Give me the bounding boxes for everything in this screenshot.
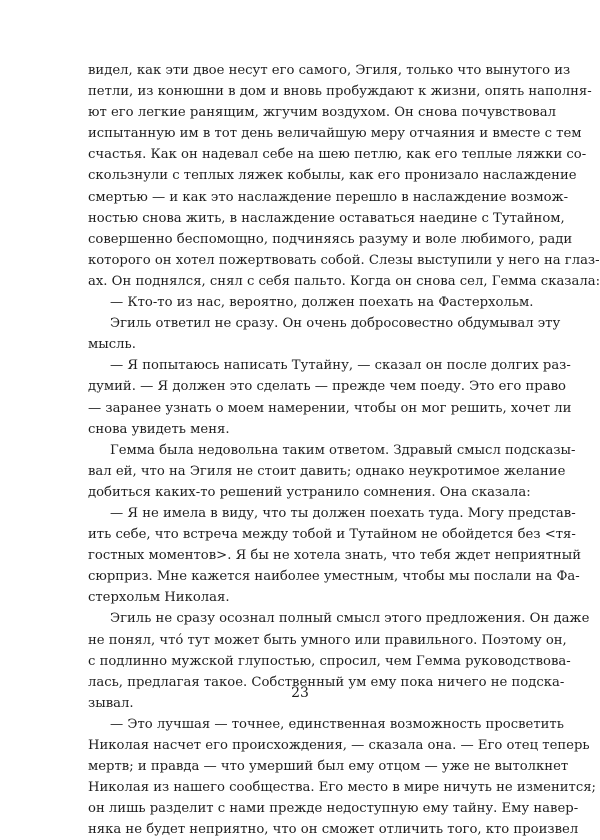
text-line: сюрприз. Мне кажется наиболее уместным, чтобы мы послали на Фа- <box>88 569 580 585</box>
text-line: испытанную им в тот день величайшую меру отчаяния и вместе с тем <box>88 126 582 142</box>
text-line: Николая насчет его происхождения, — сказала она. — Его отец теперь <box>88 738 590 753</box>
text-line: с подлинно мужской глупостью, спросил, чем Гемма руководствова- <box>88 653 571 669</box>
text-line: — Это лучшая — точнее, единственная возможность просветить <box>110 716 564 732</box>
text-line: ить себе, что встреча между тобой и Тутайном не обойдется без <тя- <box>88 527 576 543</box>
text-line: скользнули с теплых ляжек кобылы, как его пронизало наслаждение <box>88 168 577 184</box>
text-line: ностью снова жить, в наслаждение оставаться наедине с Тутайном, <box>88 210 565 226</box>
text-line: мысль. <box>88 337 136 353</box>
text-line: — Я не имела в виду, что ты должен поехать туда. Могу представ- <box>110 505 576 521</box>
text-line: Николая из нашего сообщества. Его место в мире ничуть не изменится; <box>88 780 596 796</box>
text-line: няка не будет неприятно, что он сможет отличить того, кто произвел <box>88 822 579 838</box>
text-line: не понял, чтó тут может быть умного или правильного. Поэтому он, <box>88 632 567 648</box>
text-line: он лишь разделит с нами прежде недоступную ему тайну. Ему навер- <box>88 801 579 817</box>
text-line: стерхольм Николая. <box>88 590 230 606</box>
text-line: добиться каких-то решений устранило сомнения. Она сказала: <box>88 484 531 500</box>
text-line: — Я попытаюсь написать Тутайну, — сказал он после долгих раз- <box>110 358 571 374</box>
text-line: лась, предлагая такое. Собственный ум ему пока ничего не подска- <box>88 674 565 690</box>
text-line: — заранее узнать о моем намерении, чтобы он мог решить, хочет ли <box>88 400 572 416</box>
text-line: Гемма была недовольна таким ответом. Здравый смысл подсказы- <box>110 442 576 458</box>
text-line: ах. Он поднялся, снял с себя пальто. Когда он снова сел, Гемма сказала: <box>88 273 600 289</box>
text-line: ют его легкие ранящим, жгучим воздухом. Он снова почувствовал <box>88 105 556 121</box>
text-line: Эгиль не сразу осознал полный смысл этого предложения. Он даже <box>110 611 590 627</box>
page-number: 23 <box>291 685 309 701</box>
text-line: зывал. <box>88 695 134 711</box>
text-line: смертью — и как это наслаждение перешло в наслаждение возмож- <box>88 189 569 205</box>
text-line: снова увидеть меня. <box>88 421 230 437</box>
text-line: гостных моментов>. Я бы не хотела знать, что тебя ждет неприятный <box>88 548 581 564</box>
text-line: мертв; и правда — что умерший был ему отцом — уже не вытолкнет <box>88 759 569 775</box>
text-line: Эгиль ответил не сразу. Он очень добросовестно обдумывал эту <box>110 316 561 332</box>
text-line: которого он хотел пожертвовать собой. Слезы выступили у него на глаз- <box>88 252 600 268</box>
text-line: петли, из конюшни в дом и вновь пробуждают к жизни, опять наполня- <box>88 84 592 100</box>
text-line: совершенно беспомощно, подчиняясь разуму и воле любимого, ради <box>88 231 573 247</box>
body-text <box>88 60 600 840</box>
text-line: вал ей, что на Эгиля не стоит давить; однако неукротимое желание <box>88 463 566 479</box>
text-line: думий. — Я должен это сделать — прежде чем поеду. Это его право <box>88 379 566 395</box>
text-line: счастья. Как он надевал себе на шею петлю, как его теплые ляжки со- <box>88 147 587 163</box>
text-line: видел, как эти двое несут его самого, Эгиля, только что вынутого из <box>88 63 571 78</box>
text-line: — Кто-то из нас, вероятно, должен поехать на Фастерхольм. <box>110 295 534 311</box>
